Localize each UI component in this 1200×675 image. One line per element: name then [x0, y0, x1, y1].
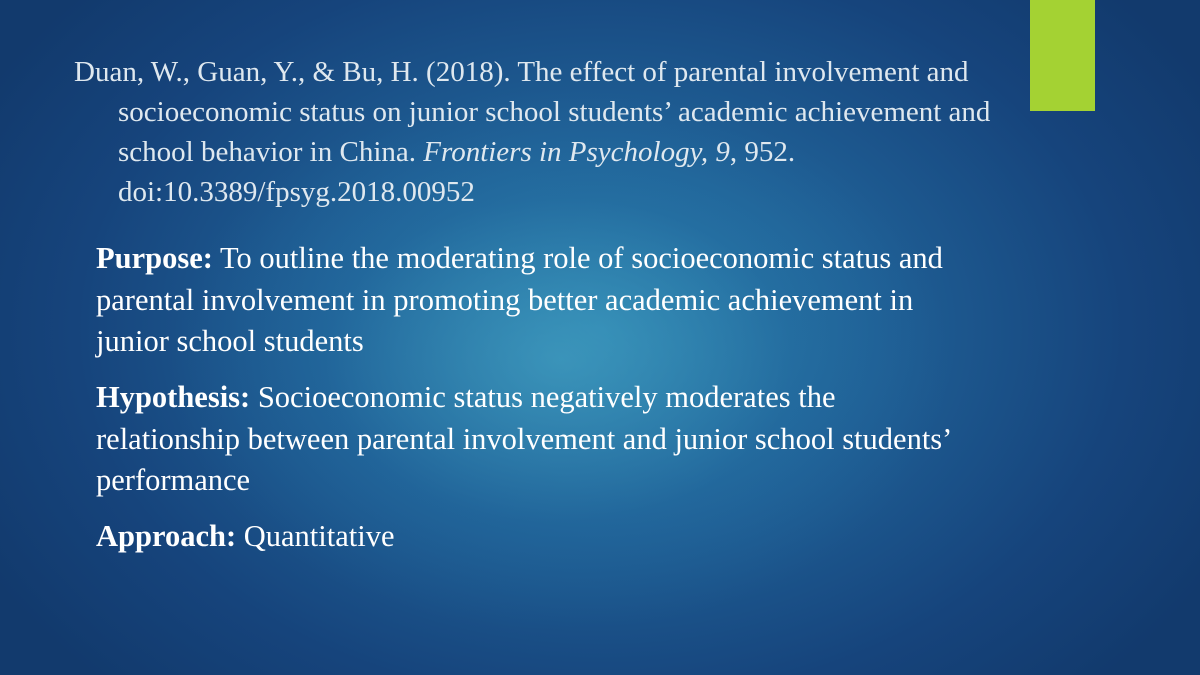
approach-text: Quantitative	[236, 519, 395, 553]
citation-doi: , 952. doi:10.3389/fpsyg.2018.00952	[118, 136, 796, 208]
citation-journal: Frontiers in Psychology, 9	[423, 136, 730, 168]
approach-label: Approach:	[96, 519, 237, 553]
citation	[74, 52, 1058, 212]
hypothesis-text: Socioeconomic status negatively moderates the relationship between parental involvement and junior school students’ performance	[96, 380, 951, 497]
purpose-block	[96, 238, 976, 363]
approach-block	[96, 516, 976, 558]
citation-main: Duan, W., Guan, Y., & Bu, H. (2018). The effect of parental involvement and socioeconomic status on junior school students’ academic achievement and school behavior in China.	[74, 56, 991, 168]
purpose-label: Purpose:	[96, 241, 213, 275]
purpose-text: To outline the moderating role of socioeconomic status and parental involvement in promoting better academic achievement in junior school students	[96, 241, 943, 358]
hypothesis-block	[96, 377, 976, 502]
hypothesis-label: Hypothesis:	[96, 380, 251, 414]
